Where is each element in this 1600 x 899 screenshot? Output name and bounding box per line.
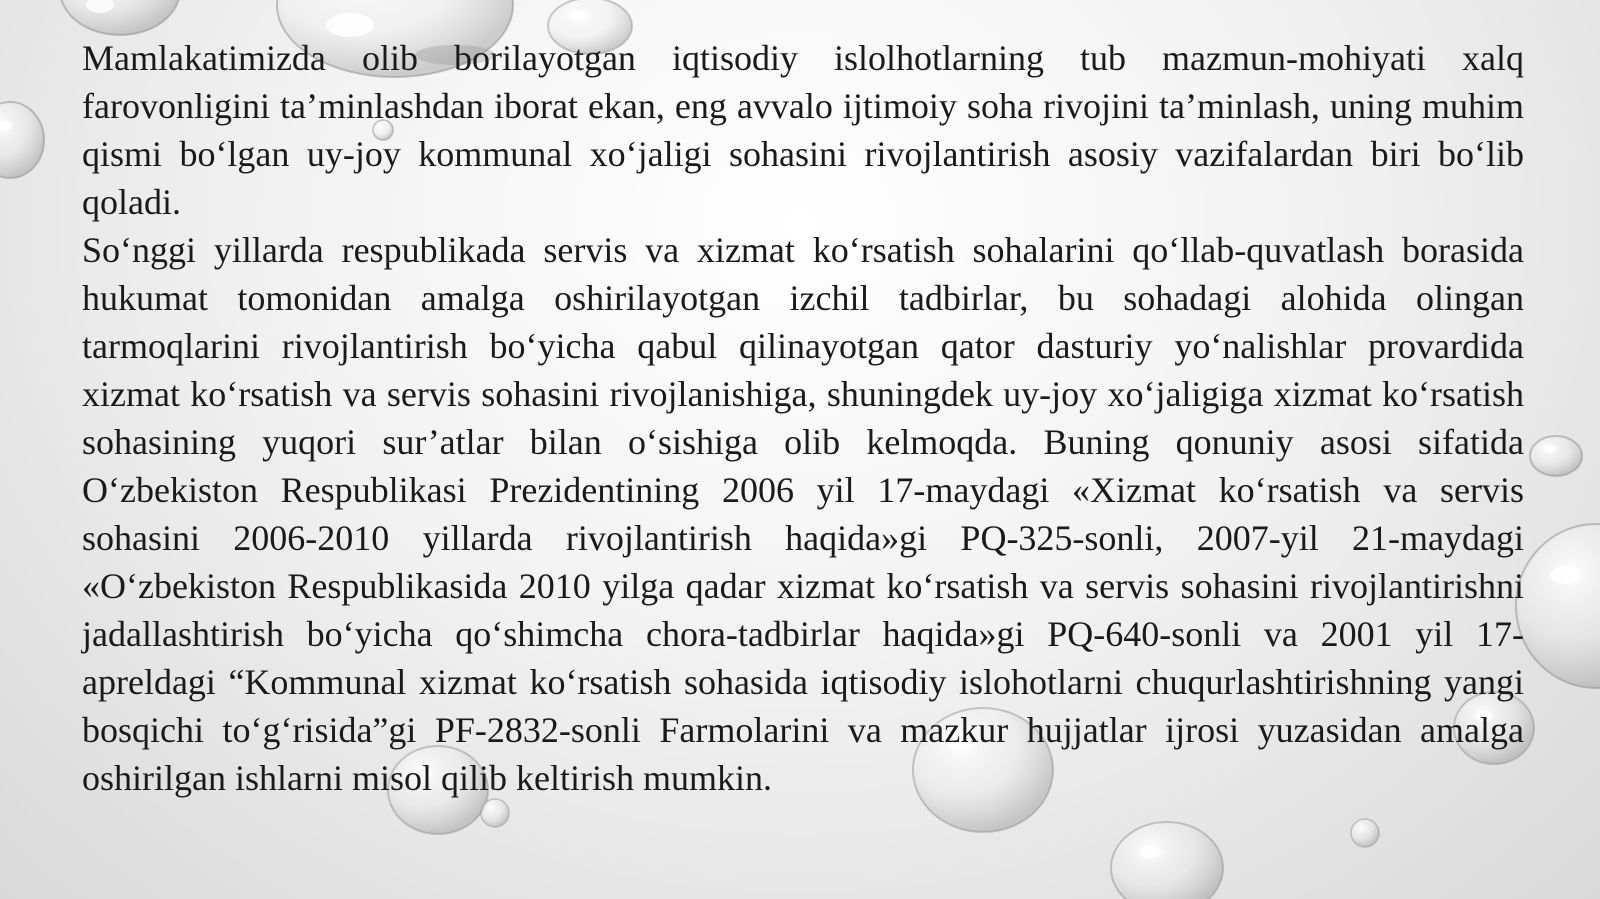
drop-left-edge (0, 102, 44, 178)
drop-top-left (60, 0, 180, 35)
paragraph-2: So‘nggi yillarda respublikada servis va xizmat ko‘rsatish sohalarini qo‘llab-quvatlash borasida hukumat tomonidan amalga oshirilayotgan izchil tadbirlar, bu sohadagi alohida olingan tarmoqlarini rivojlantirish bo‘yicha qabul qilinayotgan qator dasturiy yo‘nalishlar provardida xizmat ko‘rsatish va servis sohasini rivojlanishiga, shuningdek uy-joy xo‘jaligiga xizmat ko‘rsatish sohasining yuqori sur’atlar bilan o‘sishiga olib kelmoqda. Buning qonuniy asosi sifatida O‘zbekiston Respublikasi Prezidentining 2006 yil 17-maydagi «Xizmat ko‘rsatish va servis sohasini 2006-2010 yillarda rivojlantirish haqida»gi PQ-325-sonli, 2007-yil 21-maydagi «O‘zbekiston Respublikasida 2010 yilga qadar xizmat ko‘rsatish va servis sohasini rivojlantirishni jadallashtirish bo‘yicha qo‘shimcha chora-tadbirlar haqida»gi PQ-640-sonli va 2001 yil 17-apreldagi “Kommunal xizmat ko‘rsatish sohasida iqtisodiy islohotlarni chuqurlashtirishning yangi bosqichi to‘g‘risida”gi PF-2832-sonli Farmolarini va mazkur hujjatlar ijrosi yuzasidan amalga oshirilgan ishlarni misol qilib keltirish mumkin. (82, 230, 1524, 798)
drop-bottom-right (1111, 822, 1223, 899)
drop-right-large (1516, 524, 1600, 688)
drop-right-mid (1530, 436, 1582, 476)
main-text (82, 34, 1524, 802)
drop-bottom-small-1 (481, 799, 509, 827)
drop-bottom-small-2 (1351, 819, 1379, 847)
paragraph-1: Mamlakatimizda olib borilayotgan iqtisodiy islolhotlarning tub mazmun-mohiyati xalq farovonligini ta’minlashdan iborat ekan, eng avvalo ijtimoiy soha rivojini ta’minlash, uning muhim qismi bo‘lgan uy-joy kommunal xo‘jaligi sohasini rivojlantirish asosiy vazifalardan biri bo‘lib qoladi. (82, 38, 1524, 222)
